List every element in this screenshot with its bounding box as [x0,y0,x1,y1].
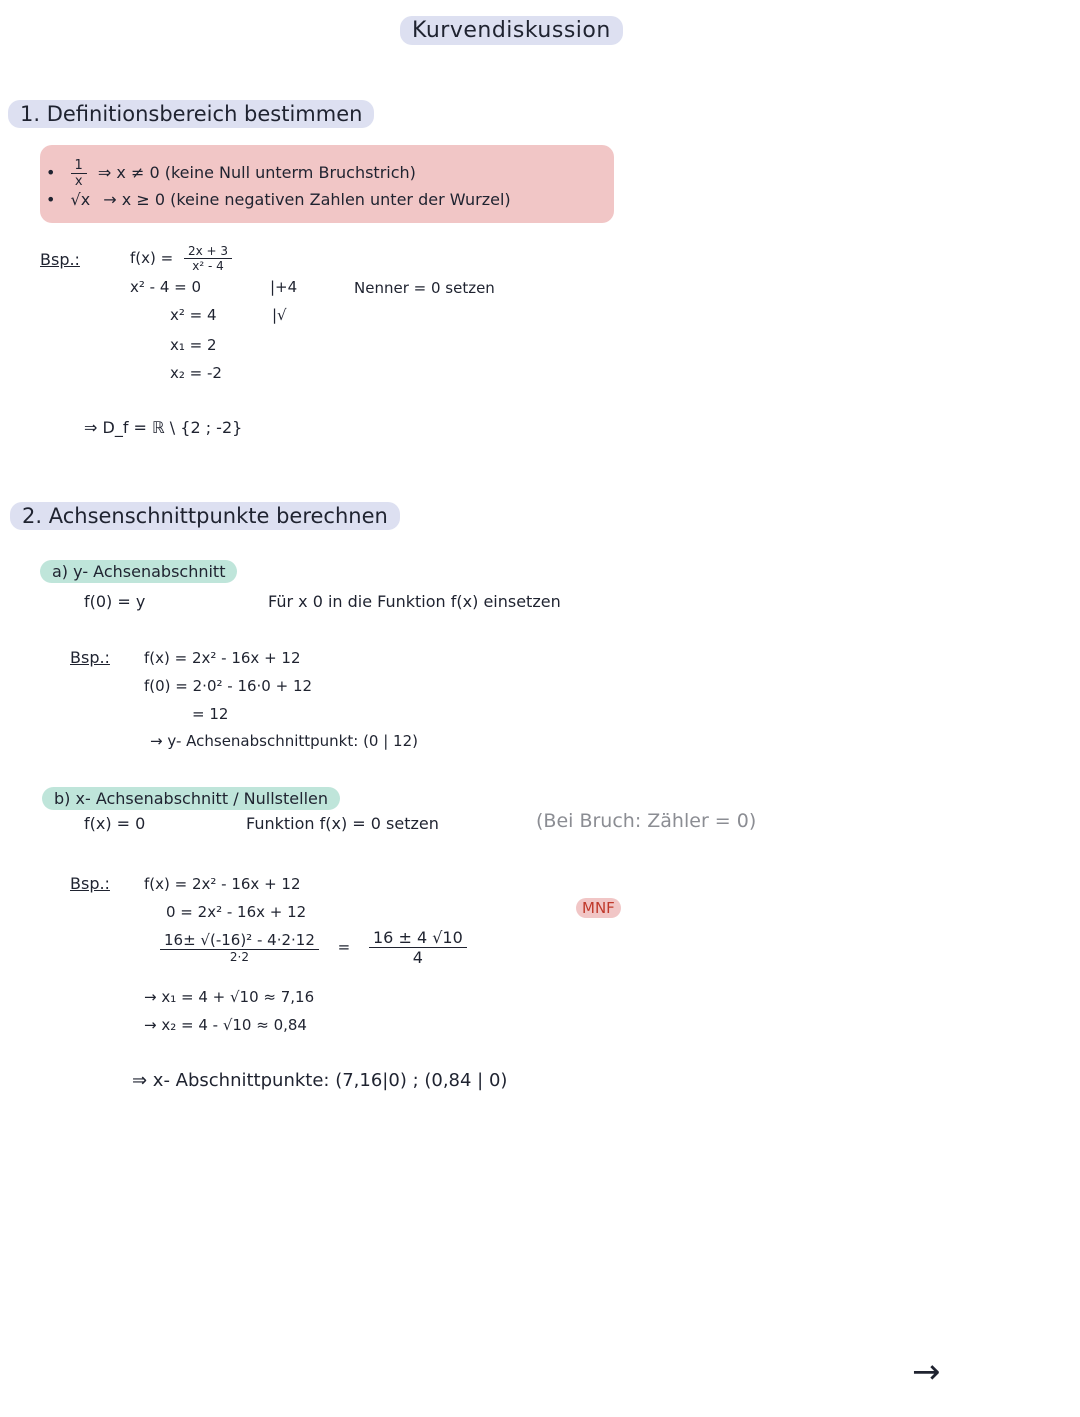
next-page-arrow-icon: → [912,1352,941,1392]
x-intercept-result: ⇒ x- Abschnittpunkte: (7,16|0) ; (0,84 | 0) [132,1070,508,1091]
rule-1 [46,158,416,189]
y-intercept-formula: f(0) = y [84,592,146,611]
rule-2-expr: √x [70,190,91,209]
a-line-3: = 12 [192,705,229,723]
quadratic-formula: $\frac{\text{16± √(-16)² - 4·2·12}}{2\cdot 2}$ = $\frac{16 \pm 4 √10}{4}$ [160,928,467,967]
rule-2-text: → x ≥ 0 (keine negativen Zahlen unter der Wurzel) [103,190,511,209]
a-line-1: f(x) = 2x² - 16x + 12 [144,649,301,667]
mnf-badge: MNF [576,898,621,918]
subsection-b-heading: b) x- Achsenabschnitt / Nullstellen [42,787,340,810]
rule-2 [46,190,511,209]
calc-line-2: x² = 4 [170,306,217,324]
x-intercept-formula: f(x) = 0 [84,814,146,833]
b-line-2: 0 = 2x² - 16x + 12 [166,903,307,921]
example-label-1: Bsp.: [40,250,80,269]
calc-line-1: x² - 4 = 0 [130,278,202,296]
subsection-a-heading: a) y- Achsenabschnitt [40,560,237,583]
calc-op-2: |√ [272,306,287,324]
quadratic-fraction-2: $\frac{16 \pm 4 √10}{4}$ [369,928,467,967]
bullet: • [46,163,56,182]
section-1-heading: 1. Definitionsbereich bestimmen [8,100,374,128]
calc-line-4: x₂ = -2 [170,364,222,382]
a-line-2: f(0) = 2·0² - 16·0 + 12 [144,677,313,695]
example-label-2: Bsp.: [70,648,110,667]
bullet: • [46,190,56,209]
b-line-1: f(x) = 2x² - 16x + 12 [144,875,301,893]
calc-op-1: |+4 [270,278,298,296]
y-intercept-note: Für x 0 in die Funktion f(x) einsetzen [268,592,561,611]
calc-line-3: x₁ = 2 [170,336,217,354]
domain-result: ⇒ D_f = ℝ \ {2 ; -2} [84,418,243,437]
quadratic-fraction-1: $\frac{\text{16± √(-16)² - 4·2·12}}{2\cdot 2}$ [160,931,319,964]
section-2-heading: 2. Achsenschnittpunkte berechnen [10,502,400,530]
root-2: → x₂ = 4 - √10 ≈ 0,84 [144,1016,307,1034]
page-title: Kurvendiskussion [400,16,623,45]
function-definition: f(x) = $\frac{2x + 3}{\text{x² - 4}}$ [130,244,232,273]
calc-note: Nenner = 0 setzen [354,279,495,297]
rule-1-fraction: $\frac{1}{x}$ [71,158,87,189]
root-1: → x₁ = 4 + √10 ≈ 7,16 [144,988,315,1006]
fraction-hint: (Bei Bruch: Zähler = 0) [536,810,757,832]
x-intercept-note: Funktion f(x) = 0 setzen [246,814,439,833]
function-fraction: $\frac{2x + 3}{\text{x² - 4}}$ [184,244,232,273]
example-label-3: Bsp.: [70,874,110,893]
rule-1-text: ⇒ x ≠ 0 (keine Null unterm Bruchstrich) [97,163,416,182]
y-intercept-result: → y- Achsenabschnittpunkt: (0 | 12) [150,732,419,750]
